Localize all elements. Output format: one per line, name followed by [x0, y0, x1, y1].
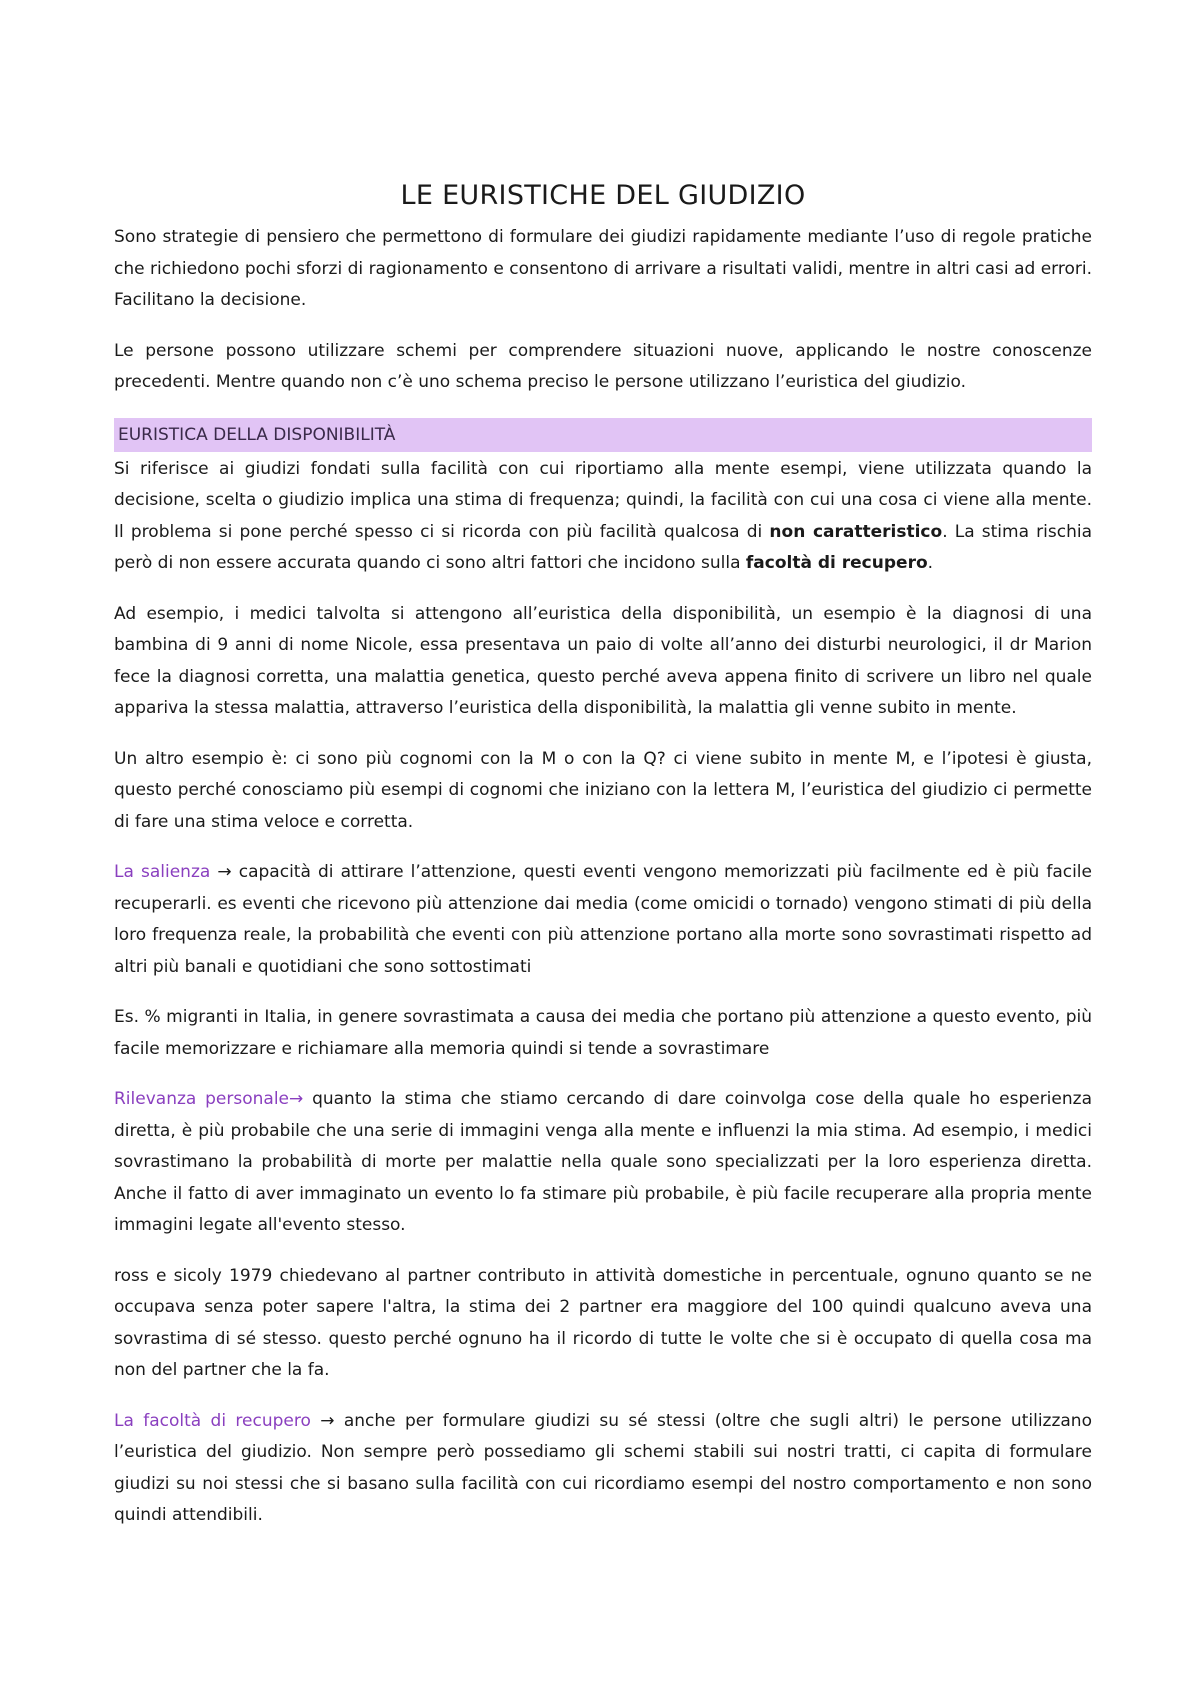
paragraph-salienza	[114, 857, 1092, 983]
paragraph-example-cognomi: Un altro esempio è: ci sono più cognomi con la M o con la Q? ci viene subito in mente M, e l’ipotesi è giusta, questo perché conosciamo più esempi di cognomi che iniziano con la lettera M, l’euristica del giudizio ci permette di fare una stima veloce e corretta.	[114, 748, 1092, 832]
facolta-recupero-text: → anche per formulare giudizi su sé stessi (oltre che sugli altri) le persone utilizzano l’euristica del giudizio. Non sempre però possediamo gli schemi stabili sui nostri tratti, ci capita di formulare giudizi su noi stessi che si basano sulla facilità con cui ricordiamo esempi del nostro comportamento e non sono quindi attendibili.	[114, 1410, 1092, 1525]
term-facolta-di-recupero: La facoltà di recupero	[114, 1410, 311, 1431]
section-heading-disponibilita: EURISTICA DELLA DISPONIBILITÀ	[114, 418, 1092, 452]
term-rilevanza-personale: Rilevanza personale→	[114, 1089, 304, 1109]
salienza-text: → capacità di attirare l’attenzione, questi eventi vengono memorizzati più facilmente ed è più facile recuperarli. es eventi che ricevono più attenzione dai media (come omicidi o tornado) vengono stimati di più della loro frequenza reale, la probabilità che eventi con più attenzione portano alla morte sono sovrastimati rispetto ad altri più banali e quotidiani che sono sottostimati	[114, 862, 1092, 977]
intro-paragraph-1: Sono strategie di pensiero che permettono di formulare dei giudizi rapidamente mediante l’uso di regole pratiche che richiedono pochi sforzi di ragionamento e consentono di arrivare a risultati validi, mentre in altri casi ad errori. Facilitano la decisione.	[114, 227, 1092, 310]
bold-non-caratteristico: non caratteristico	[769, 521, 943, 542]
paragraph-definition-text-a: Si riferisce ai giudizi fondati sulla facilità con cui riportiamo alla mente esempi, viene utilizzata quando la decisione, scelta o giudizio implica una stima di frequenza; quindi, la facilità con cui una cosa ci viene alla mente. Il problema si pone perché spesso ci si ricorda con più facilità qualcosa di	[114, 458, 1092, 542]
paragraph-ross-sicoly: ross e sicoly 1979 chiedevano al partner contributo in attività domestiche in percentuale, ognuno quanto se ne occupava senza poter sapere l'altra, la stima dei 2 partner era maggiore del 100 quindi qualcuno aveva una sovrastima di sé stesso. questo perché ognuno ha il ricordo di tutte le volte che si è occupato di quella cosa ma non del partner che la fa.	[114, 1265, 1092, 1380]
paragraph-definition-text-e: .	[927, 553, 934, 573]
rilevanza-personale-text: quanto la stima che stiamo cercando di dare coinvolga cose della quale ho esperienza diretta, è più probabile che una serie di immagini venga alla mente e influenzi la mia stima. Ad esempio, i medici sovrastimano la probabilità di morte per malattie nella quale sono specializzati per la loro esperienza diretta. Anche il fatto di aver immaginato un evento lo fa stimare più probabile, è più facile recuperare alla propria mente immagini legate all'evento stesso.	[114, 1089, 1092, 1235]
page-title: LE EURISTICHE DEL GIUDIZIO	[400, 180, 806, 211]
bold-facolta-di-recupero: facoltà di recupero	[745, 553, 928, 573]
paragraph-migranti: Es. % migranti in Italia, in genere sovrastimata a causa dei media che portano più attenzione a questo evento, più facile memorizzare e richiamare alla memoria quindi si tende a sovrastimare	[114, 1007, 1092, 1059]
paragraph-facolta-recupero	[114, 1406, 1092, 1532]
paragraph-definition-text-c: . La stima rischia però di non essere accurata quando ci sono altri fattori che incidono sulla	[114, 521, 1092, 573]
term-salienza: La salienza	[114, 862, 211, 882]
paragraph-example-medici: Ad esempio, i medici talvolta si attengono all’euristica della disponibilità, un esempio è la diagnosi di una bambina di 9 anni di nome Nicole, essa presentava un paio di volte all’anno dei disturbi neurologici, il dr Marion fece la diagnosi corretta, una malattia genetica, questo perché aveva appena finito di scrivere un libro nel quale appariva la stessa malattia, attraverso l’euristica della disponibilità, la malattia gli venne subito in mente.	[114, 603, 1092, 718]
paragraph-definition	[114, 454, 1092, 580]
intro-paragraph-2: Le persone possono utilizzare schemi per comprendere situazioni nuove, applicando le nostre conoscenze precedenti. Mentre quando non c’è uno schema preciso le persone utilizzano l’euristica del giudizio.	[114, 340, 1092, 392]
document-body	[114, 178, 1092, 1551]
paragraph-rilevanza-personale	[114, 1084, 1092, 1242]
